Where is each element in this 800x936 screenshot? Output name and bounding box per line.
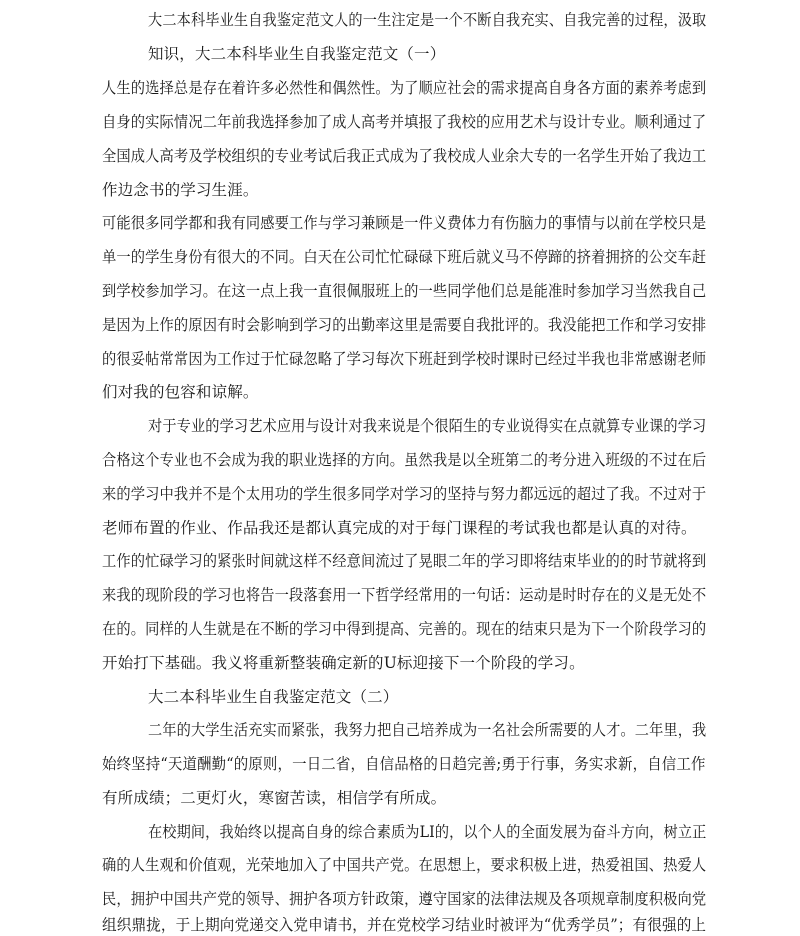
text-line: 组织鼎拢，于上期向党递交入党申请书，并在党校学习结业时被评为“优秀学员”；有很强的上 [102, 916, 707, 934]
text-line: 到学校参加学习。在这一点上我一直很佩服班上的一些同学他们总是能准时参加学习当然我自己 [102, 282, 707, 300]
text-line: 在校期间，我始终以提高自身的综合素质为LI的，以个人的全面发展为奋斗方向，树立正 [148, 823, 707, 841]
text-line: 始终坚持“天道酬勤“的原则，一日二省，自信品格的日趋完善;勇于行事，务实求新，自信工作 [102, 755, 706, 773]
text-line: 们对我的包容和谅解。 [102, 383, 259, 401]
text-line: 自身的实际情况二年前我选择参加了成人高考并填报了我校的应用艺术与设计专业。顺利通过了 [102, 113, 707, 131]
text-line: 来的学习中我并不是个太用功的学生很多同学对学习的坚持与努力都远远的超过了我。不过对于 [102, 485, 707, 503]
text-line: 开始打下基础。我义将重新整装确定新的U标迎接下一个阶段的学习。 [102, 654, 585, 672]
text-line: 来我的现阶段的学习也将告一段落套用一下哲学经常用的一句话：运动是时时存在的义是无处不 [102, 586, 707, 604]
text-line: 合格这个专业也不会成为我的职业选择的方向。虽然我是以全班第二的考分进入班级的不过在后 [102, 451, 707, 469]
text-line: 工作的忙碌学习的紧张时间就这样不经意间流过了晃眼二年的学习即将结束毕业的的时节就将到 [102, 552, 707, 570]
text-line: 大二本科毕业生自我鉴定范文人的一生注定是一个不断自我充实、自我完善的过程，汲取 [148, 11, 707, 29]
text-line: 人生的选择总是存在着许多必然性和偶然性。为了顺应社会的需求提高自身各方面的素养考虑到 [102, 79, 707, 97]
text-line: 有所成绩；二更灯火，寒窗苦读，相信学有所成。 [102, 789, 447, 807]
section-heading: 大二本科毕业生自我鉴定范文（二） [148, 688, 399, 706]
text-line: 老师布置的作业、作品我还是都认真完成的对于每门课程的考试我也都是认真的对待。 [102, 519, 697, 537]
text-line: 民，拥护中国共产党的领导、拥护各项方针政策，遵守国家的法律法规及各项规章制度积极向党 [102, 890, 707, 908]
text-line: 二年的大学生活充实而紧张，我努力把自己培养成为一名社会所需要的人才。二年里，我 [148, 721, 707, 739]
text-line: 在的。同样的人生就是在不断的学习中得到提高、完善的。现在的结束只是为下一个阶段学习的 [102, 620, 707, 638]
text-line: 是因为上作的原因有时会影响到学习的出勤率这里是需要自我批评的。我没能把工作和学习安排 [102, 316, 707, 334]
text-line: 单一的学生身份有很大的不同。白天在公司忙忙碌碌下班后就义马不停蹄的挤着拥挤的公交车赶 [102, 248, 707, 266]
text-line: 全国成人高考及学校组织的专业考试后我正式成为了我校成人业余大专的一名学生开始了我边工 [102, 147, 707, 165]
text-line: 确的人生观和价值观，光荣地加入了中国共产党。在思想上，要求积极上进，热爱祖国、热爱人 [102, 856, 707, 874]
text-line: 作边念书的学习生涯。 [102, 181, 259, 199]
text-line: 对于专业的学习艺术应用与设计对我来说是个很陌生的专业说得实在点就算专业课的学习 [148, 417, 707, 435]
text-line: 可能很多同学都和我有同感要工作与学习兼顾是一件义费体力有伤脑力的事情与以前在学校只是 [102, 214, 707, 232]
text-line: 的很妥帖常常因为工作过于忙碌忽略了学习每次下班赶到学校时课时已经过半我也非常感谢老师 [102, 350, 707, 368]
text-line: 知识，大二本科毕业生自我鉴定范文（一） [148, 45, 446, 63]
